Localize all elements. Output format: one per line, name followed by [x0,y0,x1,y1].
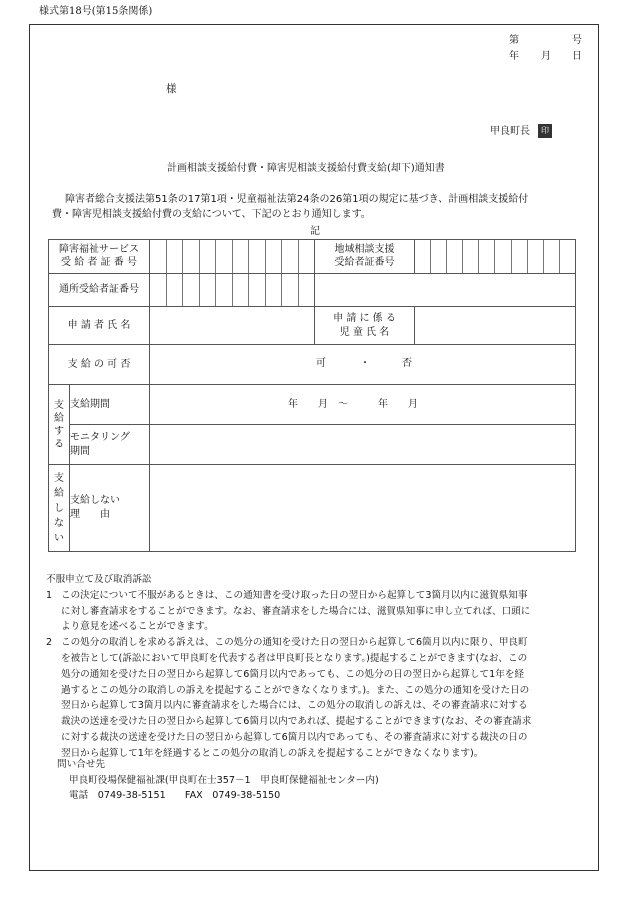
applicant-name-label: 申 請 者 氏 名 [49,307,150,345]
seal-stamp: 印 [538,124,552,138]
note-2-line: に対する裁決の送達を受けた日の翌日から起算して6箇月以内であっても、その審査請求に対する裁決の日の [61,731,528,743]
note-2-line: この処分の取消しを求める訴えは、この処分の通知を受けた日の翌日から起算して6箇月以内に限り、甲良町 [61,637,528,649]
note-1-line: より意見を述べることができます。 [61,621,214,633]
note-2-line: 翌日から起算して3箇月以内に審査請求をした場合には、この処分の取消しの訴えは、その審査請求に対する [61,700,528,712]
note-2-number: 2 [46,637,53,649]
period-label: 支給期間 [70,385,150,425]
deny-reason-label-l2: 理 由 [70,509,110,520]
issuer-name: 甲良町長 [490,126,530,137]
blank-cell [315,274,576,307]
day-cert-number-field[interactable] [150,274,315,307]
intro-line-1: 障害者総合支援法第51条の17第1項・児童福祉法第24条の26第1項の規定に基づき、計画相談支援給付 [65,194,529,205]
approval-separator: ・ [360,358,370,369]
deny-reason-label-l1: 支給しない [70,495,120,506]
details-table [48,239,576,552]
note-2-line: 翌日から起算して1年を経過するとこの処分の取消しの訴えを提起することができなくなります)。 [61,747,484,759]
document-title: 計画相談支援給付費・障害児相談支援給付費支給(却下)通知書 [167,163,445,174]
child-name-label-l2: 児 童 氏 名 [339,326,390,338]
grant-vertical-text: 支給する [54,399,64,450]
regional-cert-number-field[interactable] [415,240,576,274]
contact-phone: 電話 0749-38-5151 FAX 0749-38-5150 [69,790,281,802]
regional-cert-label-l2: 受給者証番号 [334,257,395,268]
regional-cert-label-l1: 地域相談支援 [334,244,395,255]
monitoring-label [70,425,150,465]
grant-vertical-label [49,385,70,465]
approval-yes[interactable]: 可 [316,358,326,369]
note-2-line: 過するとこの処分の取消しの訴えを提起することができなくなります。)。また、この処分の通知を受けた日の [61,684,530,696]
deny-reason-label [70,465,150,552]
applicant-name-field[interactable] [150,307,315,345]
disability-cert-label-l1: 障害福祉サービス [59,244,139,255]
issuer-line [490,124,552,138]
disability-cert-label-l2: 受 給 者 証 番 号 [61,257,137,268]
note-1-line: この決定について不服があるときは、この通知書を受け取った日の翌日から起算して3箇月以内に滋賀県知事 [61,589,528,601]
note-2-line: 処分の通知を受けた日の翌日から起算して6箇月以内であっても、この処分の日の翌日から起算して1年を経 [61,668,525,680]
doc-number-suffix: 号 [572,35,582,46]
child-name-label [315,307,415,345]
monitoring-label-l2: 期間 [70,445,90,457]
monitoring-label-l1: モニタリング [70,431,130,443]
note-2-line: を被告として(訴訟において甲良町を代表する者は甲良町長となります。)提起することができます(なお、この [61,652,528,664]
deny-reason-field[interactable] [150,465,576,552]
date-day: 日 [572,51,582,62]
note-1-number: 1 [46,589,53,601]
date-month: 月 [541,51,551,62]
child-name-field[interactable] [415,307,576,345]
ki-heading: 記 [310,226,320,237]
approval-choice[interactable] [150,345,576,385]
note-1 [46,588,586,635]
approval-no[interactable]: 否 [402,358,412,369]
doc-number-prefix: 第 [509,35,519,46]
deny-vertical-label [49,465,70,552]
monitoring-field[interactable] [150,425,576,465]
day-cert-label: 通所受給者証番号 [49,274,150,307]
child-name-label-l1: 申 請 に 係 る [333,312,396,324]
contact-section [57,757,379,804]
disability-cert-label [49,240,150,274]
period-field[interactable] [150,385,576,425]
regional-cert-label [315,240,415,274]
contact-heading: 問い合せ先 [57,759,105,770]
note-1-line: に対し審査請求をすることができます。なお、審査請求をした場合には、滋賀県知事に申し立てれば、口頭に [61,605,531,617]
note-2-line: 裁決の送達を受けた日の翌日から起算して6箇月以内であれば、提起することができます(なお、その審査請求 [61,716,532,728]
approval-label: 支 給 の 可 否 [49,345,150,385]
notes-section [46,572,586,762]
notes-heading: 不服申立て及び取消訴訟 [46,574,152,585]
disability-cert-number-field[interactable] [150,240,315,274]
contact-office: 甲良町役場保健福祉課(甲良町在士357－1 甲良町保健福祉センター内) [69,774,379,786]
date-year: 年 [509,51,519,62]
form-number: 様式第18号(第15条関係) [39,6,153,17]
note-2 [46,635,586,761]
deny-vertical-text: 支給しない [54,472,64,544]
intro-line-2: 費・障害児相談支援給付費の支給について、下記のとおり通知します。 [52,209,371,220]
period-value: 年 月 ～ 年 月 [288,398,418,410]
addressee-suffix: 様 [166,83,177,95]
